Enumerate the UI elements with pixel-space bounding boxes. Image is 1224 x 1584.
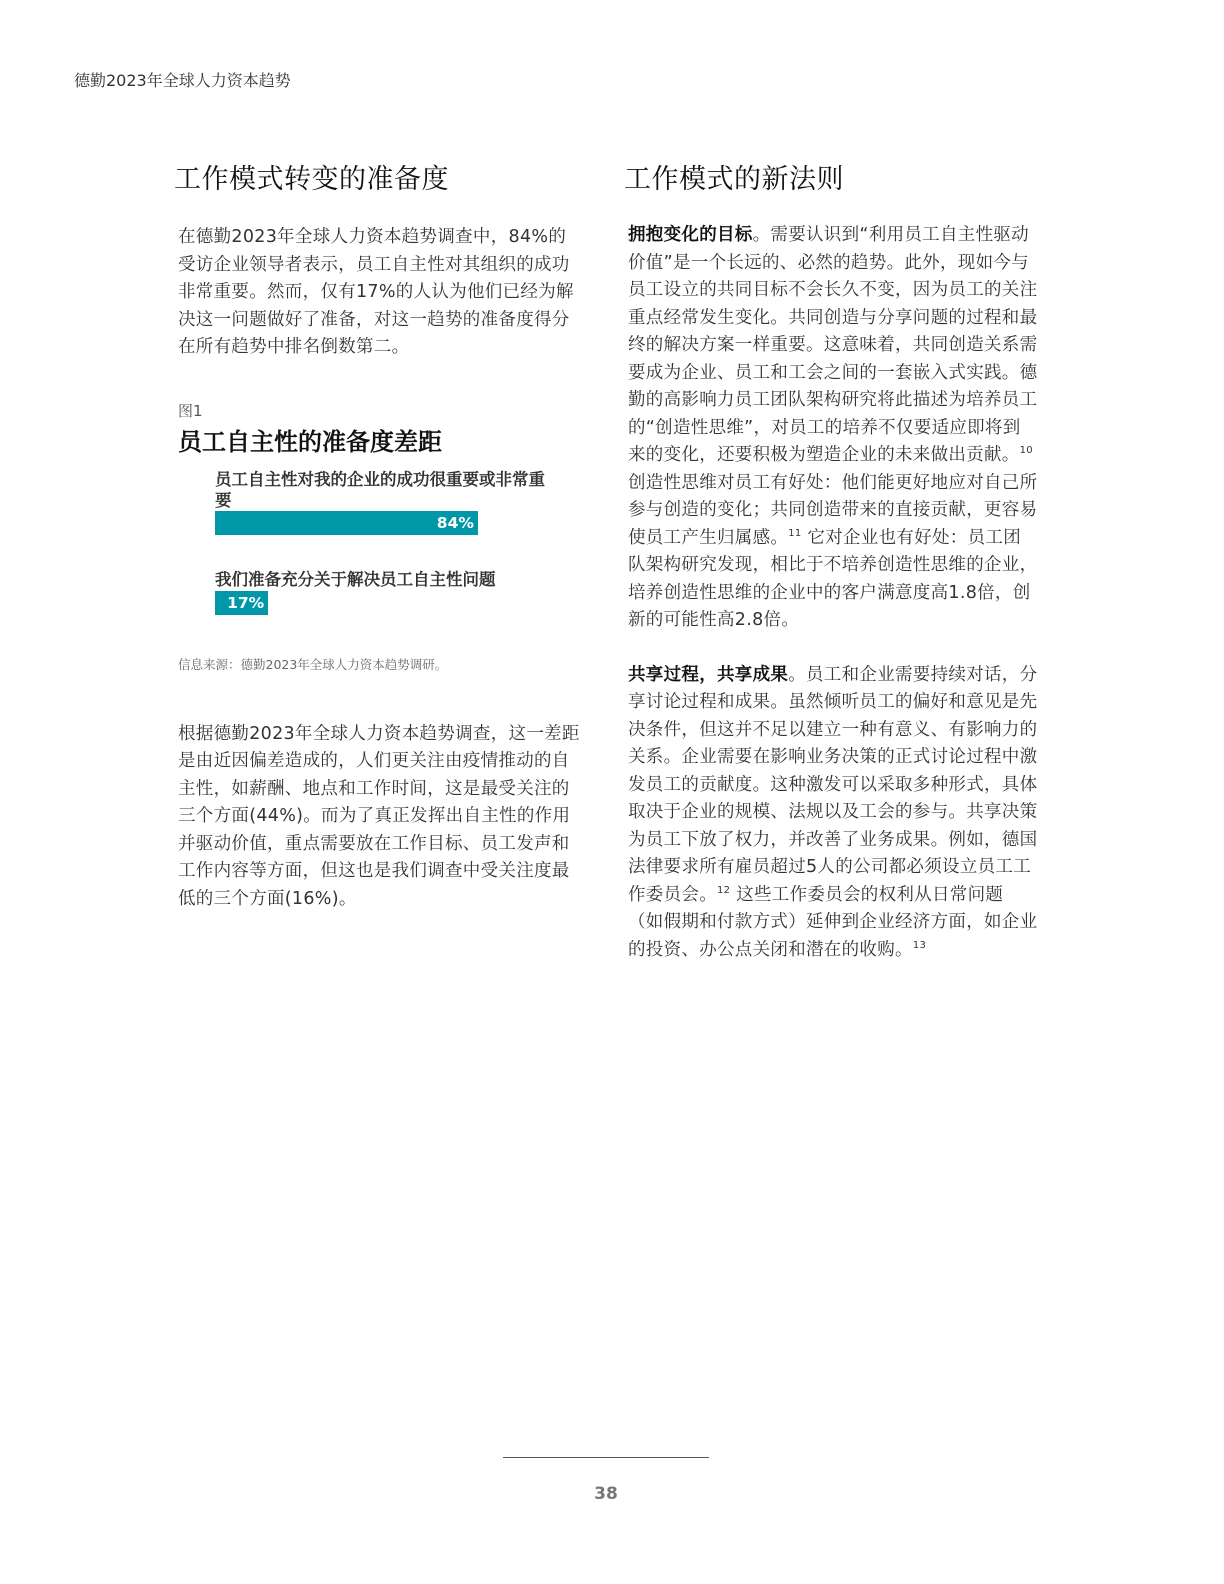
sharing-text-a: 。员工和企业需要持续对话，分享讨论过程和成果。虽然倾听员工的偏好和意见是先决条件，但这并不足以建立一种有意义、有影响力的关系。企业需要在影响业务决策的正式讨论过程中激发员工的贡献度。这种激发可以采取多种形式，具体取决于企业的规模、法规以及工会的参与。共享决策为员工下放了权力，并改善了业务成果。例如，德国法律要求所有雇员超过5人的公司都必须设立员工工作委员会。: [628, 664, 1038, 905]
readiness-paragraph: 在德勤2023年全球人力资本趋势调查中，84%的受访企业领导者表示，员工自主性对其组织的成功非常重要。然而，仅有17%的人认为他们已经为解决这一问题做好了准备，对这一趋势的准备度得分在所有趋势中排名倒数第二。: [178, 227, 574, 357]
section-title-readiness: 工作模式转变的准备度: [174, 164, 449, 195]
left-column: [174, 160, 583, 913]
purpose-text-b: 创造性思维对员工有好处：他们能更好地应对自己所参与创造的变化；共同创造带来的直接贡献，更容易使员工产生归属感。: [628, 472, 1038, 548]
sharing-lead: 共享过程，共享成果: [628, 664, 789, 685]
bar-value-label: 17%: [227, 593, 265, 612]
bar-track: [215, 511, 528, 535]
sharing-text-b: 这些工作委员会的权利从日常问题（如假期和付款方式）延伸到企业经济方面，如企业的投资、办公点关闭和潜在的收购。: [628, 884, 1038, 960]
bar-category-label: 员工自主性对我的企业的成功很重要或非常重要: [215, 469, 545, 510]
gap-paragraph: 根据德勤2023年全球人力资本趋势调查，这一差距是由近因偏差造成的，人们更关注由疫情推动的自主性，如薪酬、地点和工作时间，这是最受关注的三个方面(44%)。而为了真正发挥出自主性的作用并驱动价值，重点需要放在工作目标、员工发声和工作内容等方面，但这也是我们调查中受关注度最低的三个方面(16%)。: [178, 723, 580, 909]
bar-chart: [215, 469, 545, 629]
sharing-paragraph: [628, 662, 1038, 965]
footnote-ref: 10: [1019, 445, 1033, 456]
figure-source: 信息来源：德勤2023年全球人力资本趋势调研。: [178, 656, 448, 672]
bar-category-label: 我们准备充分关于解决员工自主性问题: [215, 569, 496, 589]
footnote-ref: 11: [788, 527, 802, 539]
bar-value-label: 84%: [436, 513, 474, 532]
figure-label: 图1: [178, 401, 203, 420]
purpose-lead: 拥抱变化的目标: [628, 225, 753, 245]
page-number: 38: [594, 1484, 618, 1504]
purpose-text-c: 它对企业也有好处：员工团队架构研究发现，相比于不培养创造性思维的企业，培养创造性思维的企业中的客户满意度高1.8倍，创新的可能性高2.8倍。: [628, 527, 1038, 630]
footer-divider: [503, 1457, 709, 1458]
bar: [215, 591, 268, 615]
footnote-ref: 13: [912, 939, 927, 951]
bar-track: [215, 591, 528, 615]
purpose-paragraph: [628, 222, 1038, 635]
running-header: 德勤2023年全球人力资本趋势: [74, 71, 291, 90]
section-title-new-rules: 工作模式的新法则: [624, 164, 844, 195]
right-column: [624, 160, 1038, 964]
bar: [215, 511, 478, 535]
figure-title: 员工自主性的准备度差距: [178, 427, 442, 456]
purpose-text-a: 。需要认识到“利用员工自主性驱动价值”是一个长远的、必然的趋势。此外，现如今与员工设立的共同目标不会长久不变，因为员工的关注重点经常发生变化。共同创造与分享问题的过程和最终的解决方案一样重要。这意味着，共同创造关系需要成为企业、员工和工会之间的一套嵌入式实践。德勤的高影响力员工团队架构研究将此描述为培养员工的“创造性思维”，对员工的培养不仅要适应即将到来的变化，还要积极为塑造企业的未来做出贡献。: [628, 225, 1038, 465]
footnote-ref: 12: [717, 884, 731, 896]
